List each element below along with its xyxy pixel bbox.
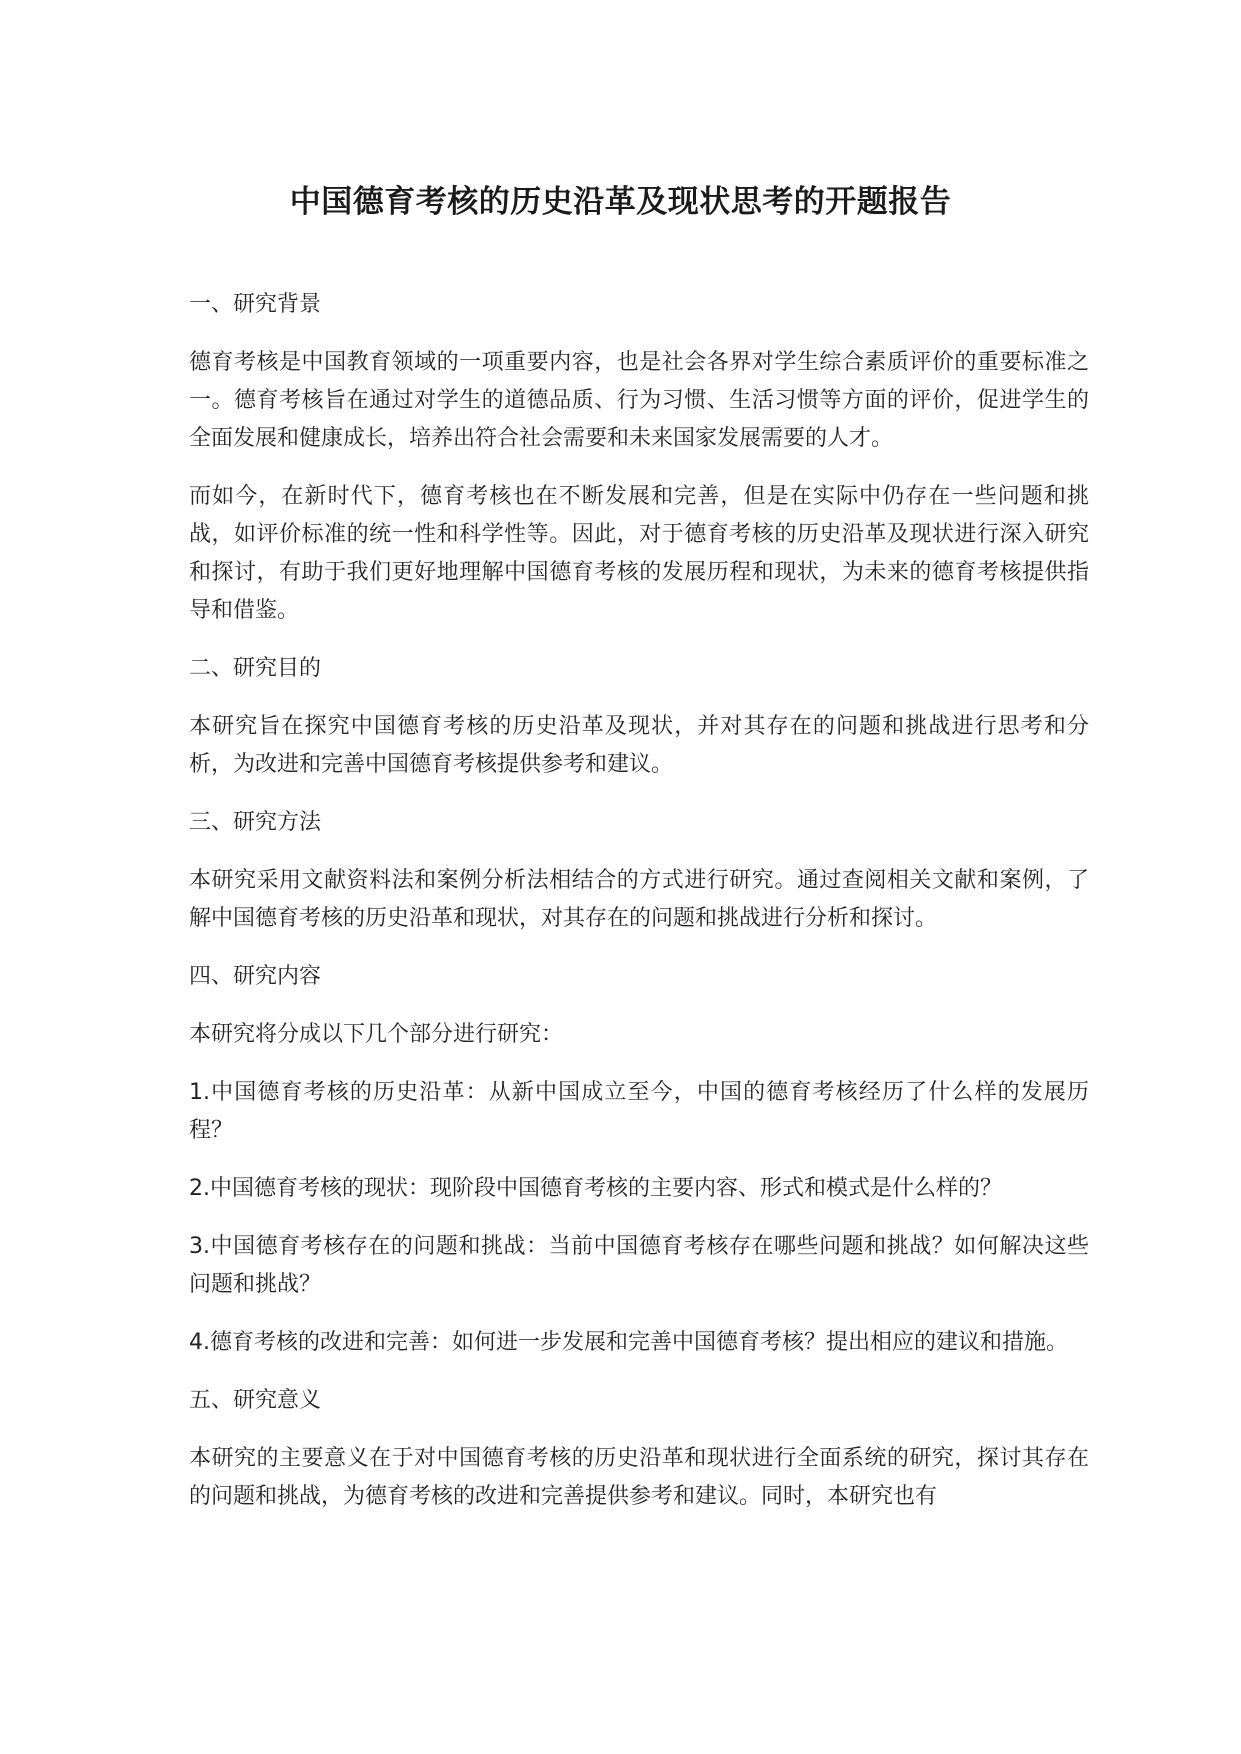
paragraph: 本研究将分成以下几个部分进行研究： <box>189 1022 564 1047</box>
document-title: 中国德育考核的历史沿革及现状思考的开题报告 <box>289 184 952 220</box>
list-item: 1.中国德育考核的历史沿革：从新中国成立至今，中国的德育考核经历了什么样的发展历程？ <box>189 1080 1089 1143</box>
section-heading-background: 一、研究背景 <box>189 292 322 317</box>
section-heading-method: 三、研究方法 <box>189 810 322 835</box>
list-item: 3.中国德育考核存在的问题和挑战：当前中国德育考核存在哪些问题和挑战？如何解决这些问题和挑战？ <box>189 1234 1089 1297</box>
paragraph: 而如今，在新时代下，德育考核也在不断发展和完善，但是在实际中仍存在一些问题和挑战，如评价标准的统一性和科学性等。因此，对于德育考核的历史沿革及现状进行深入研究和探讨，有助于我们更好地理解中国德育考核的发展历程和现状，为未来的德育考核提供指导和借鉴。 <box>189 484 1089 623</box>
list-item: 2.中国德育考核的现状：现阶段中国德育考核的主要内容、形式和模式是什么样的？ <box>189 1176 1002 1201</box>
section-heading-purpose: 二、研究目的 <box>189 656 322 681</box>
document-body <box>189 286 1089 1536</box>
paragraph: 德育考核是中国教育领域的一项重要内容，也是社会各界对学生综合素质评价的重要标准之一。德育考核旨在通过对学生的道德品质、行为习惯、生活习惯等方面的评价，促进学生的全面发展和健康成长，培养出符合社会需要和未来国家发展需要的人才。 <box>189 350 1089 451</box>
section-heading-content: 四、研究内容 <box>189 964 322 989</box>
paragraph: 本研究旨在探究中国德育考核的历史沿革及现状，并对其存在的问题和挑战进行思考和分析，为改进和完善中国德育考核提供参考和建议。 <box>189 714 1089 777</box>
section-heading-significance: 五、研究意义 <box>189 1388 322 1413</box>
list-item: 4.德育考核的改进和完善：如何进一步发展和完善中国德育考核？提出相应的建议和措施。 <box>189 1330 1068 1355</box>
paragraph: 本研究的主要意义在于对中国德育考核的历史沿革和现状进行全面系统的研究，探讨其存在的问题和挑战，为德育考核的改进和完善提供参考和建议。同时，本研究也有 <box>189 1446 1089 1509</box>
paragraph: 本研究采用文献资料法和案例分析法相结合的方式进行研究。通过查阅相关文献和案例，了解中国德育考核的历史沿革和现状，对其存在的问题和挑战进行分析和探讨。 <box>189 868 1089 931</box>
